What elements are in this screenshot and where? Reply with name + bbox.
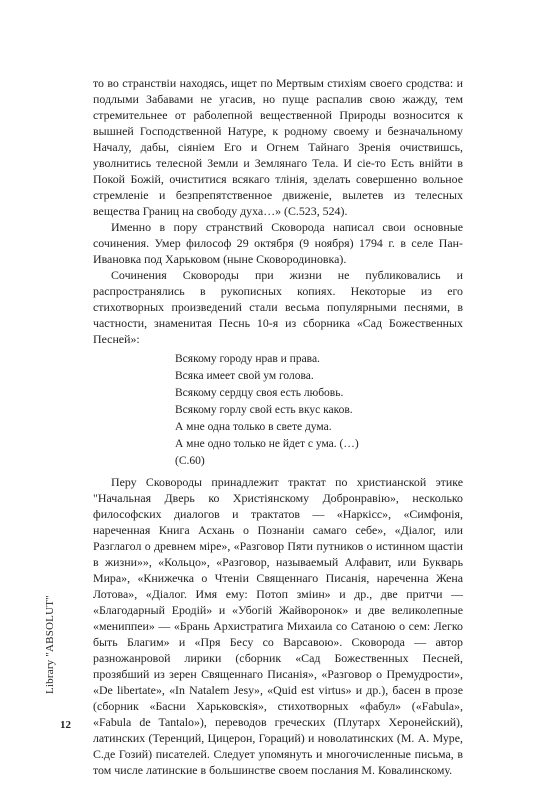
- poem-quote: [175, 351, 465, 470]
- poem-citation: (С.60): [175, 455, 205, 467]
- page-number: 12: [60, 719, 71, 731]
- poem-line: Всякому горлу свой есть вкус каков.: [175, 404, 353, 416]
- text-block-bottom: [93, 474, 463, 778]
- poem-line: Всяка имеет свой ум голова.: [175, 370, 314, 382]
- paragraph-wandering: Именно в пору странствий Сковорода написал свои основные сочинения. Умер философ 29 октября (9 ноября) 1794 г. в селе Пан-Ивановка под Харьковом (ныне Сковородиновка).: [93, 220, 463, 266]
- poem-line: Всякому сердцу своя есть любовь.: [175, 387, 344, 399]
- paragraph-continuation: то во странствіи находясь, ищет по Мертвым стихіям своего сродства: и подлыми Забавами не угасив, но пуще распалив свою жажду, тем стремительнее от раболепной вещественной Природы возносится к вышней Господственной Натуре, к родному своему и безначальному Началу, дабы, сіяніем Его и Огнем Тайнаго Зренія очиствишсь, уволнитись телесной Земли и Землянаго Тела. И сіе-то Есть внійти в Покой Божій, очиститися всякаго тлінія, зделать совершенно вольное стремленіе и безпрепятственное движеніе, вылетев из телесных вещества Границ на свободу духа…» (С.523, 524).: [93, 76, 463, 218]
- text-block-top: [93, 75, 463, 347]
- paragraph-treatise: Перу Сковороды принадлежит трактат по христианской этике "Начальная Дверь ко Христіянскому Добронравію», несколько философских диалогов и трактатов — «Наркісс», «Симфонія, нареченная Книга Асхань о Познаніи самаго себе», «Діалог, или Разглагол о древнем міре», «Разговор Пяти путников о истинном щастіи в жизни»», «Кольцо», «Разговор, называемый Алфавит, или Букварь Мира», «Книжечка о Чтеніи Священнаго Писанія, нареченна Жена Лотова», «Діалог. Имя ему: Потоп зміин» и др., две притчи — «Благодарный Еродій» и «Убогій Жайворонок» и две великолепные «мениппеи» — «Брань Архистратига Михаила со Сатаною о сем: Легко быть Благим» и «Пря Бесу со Варсавою». Сковорода — автор разножанровой лирики (сборник «Сад Божественных Песней, прозябший из зерен Священнаго Писанія», «Разговор о Премудрости», «De libertate», «In Natalem Jesy», «Quid est virtus» и др.), басен в прозе (сборник «Басни Харьковскія», стихотворных «фабул» («Fabula», «Fabula de Tantalo»), переводов греческих (Плутарх Херонейский), латинских (Теренций, Цицерон, Гораций) и новолатинских (М. А. Муре, С.де Гозий) писателей. Следует упомянуть и многочисленные письма, в том числе латинские в большинстве своем послания М. Ковалинскому.: [93, 475, 463, 777]
- poem-line: А мне одно только не йдет с ума. (…): [175, 438, 359, 450]
- poem-line: А мне одна только в свете дума.: [175, 421, 332, 433]
- paragraph-works: Сочинения Сковороды при жизни не публиковались и распространялись в рукописных копиях. Некоторые из его стихотворных произведений стали весьма популярными песнями, в частности, знаменитая Песнь 10-я из сборника «Сад Божественных Песней»:: [93, 268, 463, 346]
- poem-line: Всякому городу нрав и права.: [175, 353, 320, 365]
- library-label: Library "ABSOLUT": [44, 595, 56, 694]
